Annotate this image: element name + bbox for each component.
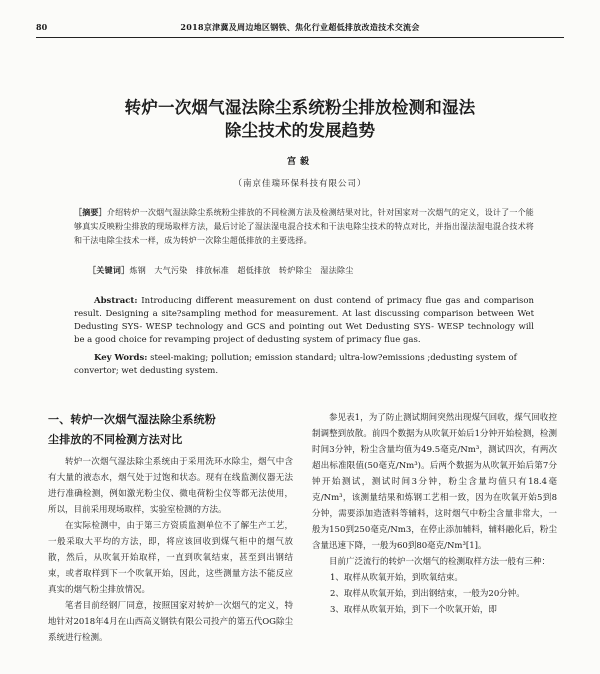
- chinese-abstract-text: 介绍转炉一次烟气湿法除尘系统粉尘排放的不同检测方法及检测结果对比，针对国家对一次烟气的定义，设计了一个能够真实反映粉尘排放的现场取样方法，最后讨论了湿法湿电混合技术和干法电除尘技术的特点对比，并指出湿法湿电混合技术将和干法电除尘技术一样，成为转炉一次除尘超低排放的主要选择。: [74, 208, 534, 245]
- conference-title: 2018京津冀及周边地区钢铁、焦化行业超低排放改造技术交流会: [180, 22, 420, 32]
- body-paragraph: 目前广泛流行的转炉一次烟气的检测取样方法一般有三种：: [329, 557, 551, 567]
- body-paragraph: 在实际检测中，由于第三方资质监测单位不了解生产工艺，一般采取大平均的方法，即，将应该回收到煤气柜中的烟气放散，然后，从吹氧开始取样，一直到吹氧结束，甚至到出钢结束，或者取样到下一个吹氧开始，因此，这些测量方法不能反应真实的烟气粉尘排放情况。: [48, 521, 293, 595]
- english-abstract: [74, 295, 534, 347]
- english-abstract-label: Abstract:: [94, 296, 138, 306]
- chinese-abstract: [74, 205, 534, 248]
- english-keywords-label: Key Words:: [94, 353, 148, 363]
- english-keywords-text: steel-making; pollution; emission standard; ultra-low?emissions ;dedusting system of convertor; wet dedusting system.: [74, 353, 517, 376]
- chinese-keywords: [88, 265, 538, 276]
- right-column: [312, 410, 557, 618]
- paper-title-line-2: 除尘技术的发展趋势: [224, 121, 376, 140]
- paper-title: [50, 96, 550, 142]
- english-keywords: [74, 352, 534, 378]
- left-column: [48, 410, 293, 646]
- paper-title-line-1: 转炉一次烟气湿法除尘系统粉尘排放检测和湿法: [124, 98, 476, 117]
- method-item: 3、取样从吹氧开始，到下一个吹氧开始，即: [330, 605, 497, 615]
- method-item: 1、取样从吹氧开始，到吹氧结束。: [330, 573, 463, 583]
- chinese-abstract-label: ［摘要］: [74, 207, 107, 217]
- chinese-keywords-text: 炼钢 大气污染 排放标准 超低排放 转炉除尘 湿法除尘: [129, 266, 354, 275]
- section-heading-line-2: 尘排放的不同检测方法对比: [48, 433, 183, 446]
- body-paragraph: 笔者目前经钢厂同意，按照国家对转炉一次烟气的定义，特地针对2018年4月在山西高义钢铁有限公司投产的第五代OG除尘系统进行检测。: [48, 601, 293, 643]
- running-header: [36, 22, 564, 36]
- body-paragraph: 转炉一次烟气湿法除尘系统由于采用洗环水除尘，烟气中含有大量的液态水，烟气处于过饱和状态。现有在线监测仪器无法进行准确检测，例如激光粉尘仪、微电荷粉尘仪等都无法使用，所以，目前采用现场取样，实验室检测的方法。: [48, 457, 293, 515]
- english-abstract-text: Introducing different measurement on dust contend of primacy flue gas and comparison result. Designing a site?sampling method for measurement. At last discussing comparison between Wet Dedusting SYS- WESP technology and GCS and pointing out Wet Dedusting SYS- WESP technology will be a good choice for revamping project of dedusting system of primacy flue gas.: [74, 296, 534, 345]
- section-heading: [48, 410, 293, 450]
- method-item: 2、取样从吹氧开始，到出钢结束，一般为20分钟。: [330, 589, 525, 599]
- author-affiliation: （南京佳瑞环保科技有限公司）: [233, 179, 367, 189]
- header-rule: [36, 37, 564, 38]
- author-name: 宫毅: [286, 157, 313, 167]
- body-paragraph: 参见表1，为了防止测试期间突然出现煤气回收，煤气回收控制调整到放散。前四个数据为从吹氧开始后1分钟开始检测，检测时间3分钟，粉尘含量均值为49.5毫克/Nm³，测试四次，有两次超出标准限值(50毫克/Nm³)。后两个数据为从吹氧开始后第7分钟开始测试，测试时间3分钟，粉尘含量均值只有18.4毫克/Nm³，该测量结果和炼钢工艺相一致，因为在吹氧开始5到8分钟，需要添加造渣料等辅料，这时烟气中粉尘含量非常大，一般为150到250毫克/Nm3，在停止添加辅料，辅料融化后，粉尘含量迅速下降，一般为60到80毫克/Nm³[1]。: [312, 413, 557, 551]
- page-cutoff-fade: [0, 652, 600, 674]
- section-heading-line-1: 一、转炉一次烟气湿法除尘系统粉: [48, 413, 216, 426]
- chinese-keywords-label: ［关键词］: [88, 265, 130, 275]
- page-number: 80: [36, 22, 48, 32]
